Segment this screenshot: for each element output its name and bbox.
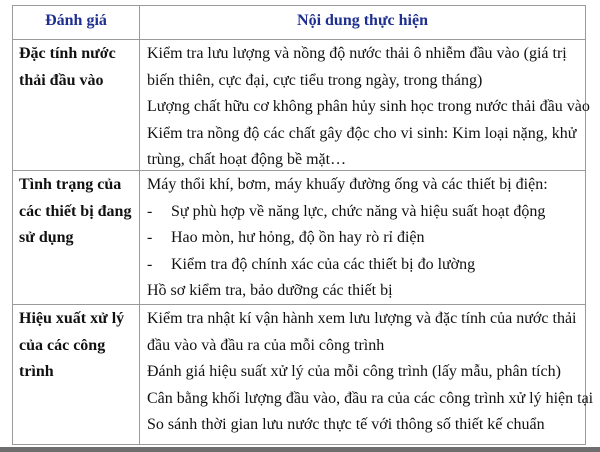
content-line — [147, 412, 581, 439]
row-divider — [13, 39, 585, 40]
row-label-line: thải đầu vào — [19, 71, 104, 89]
content-text: Đánh giá hiệu suất xử lý của mỗi công trình (lấy mẫu, phân tích) — [147, 363, 561, 380]
content-text: Sự phù hợp về năng lực, chức năng và hiệu suất hoạt động — [171, 202, 546, 220]
content-text: Máy thổi khí, bơm, máy khuấy đường ống và các thiết bị điện: — [147, 176, 548, 193]
column-divider — [139, 6, 140, 444]
content-text: biến thiên, cực đại, cực tiểu trong ngày, trong tháng) — [147, 71, 483, 89]
row-content — [147, 41, 590, 174]
bullet-item — [147, 225, 581, 252]
content-line — [147, 147, 581, 174]
row-content — [147, 306, 594, 439]
content-line — [147, 41, 581, 68]
content-text: Kiểm tra độ chính xác của các thiết bị đo lường — [171, 255, 476, 273]
content-text: đầu vào và đầu ra của mỗi công trình — [147, 336, 385, 354]
bullet-dash: - — [147, 202, 153, 220]
content-line — [147, 94, 590, 121]
row-label — [19, 306, 137, 386]
row-label-line: của các công — [19, 336, 106, 354]
bullet-dash: - — [147, 229, 153, 246]
bullet-item — [147, 252, 581, 279]
content-text: Hồ sơ kiểm tra, bảo dưỡng các thiết bị — [147, 282, 393, 299]
bullet-dash: - — [147, 255, 153, 273]
row-label-line: Tình trạng của — [19, 176, 122, 193]
content-line — [147, 172, 581, 199]
content-text: Kiểm tra nhật kí vận hành xem lưu lượng và đặc tính của nước thải — [147, 310, 577, 327]
row-label-line: Đặc tính nước — [19, 45, 116, 62]
row-content — [147, 172, 581, 305]
content-line — [147, 359, 581, 386]
content-text: trùng, chất hoạt động bề mặt… — [147, 151, 347, 168]
row-label-line: trình — [19, 363, 54, 380]
header-content: Nội dung thực hiện — [297, 12, 428, 29]
row-label-line: sử dụng — [19, 229, 74, 246]
content-line — [147, 68, 581, 95]
bullet-item — [147, 199, 581, 226]
header-evaluation: Đánh giá — [45, 12, 107, 29]
content-line — [147, 306, 581, 333]
content-text: Hao mòn, hư hỏng, độ ồn hay rò rỉ điện — [171, 229, 425, 246]
content-text: So sánh thời gian lưu nước thực tế với thông số thiết kế chuẩn — [147, 416, 545, 433]
row-label — [19, 172, 137, 252]
content-line — [147, 333, 581, 360]
row-label-line: Hiệu xuất xử lý — [19, 310, 125, 327]
evaluation-table — [12, 5, 594, 445]
content-line — [147, 386, 594, 413]
content-line — [147, 121, 581, 148]
row-label — [19, 41, 137, 94]
content-text: Kiểm tra lưu lượng và nồng độ nước thải ô nhiễm đầu vào (giá trị — [147, 45, 567, 62]
content-text: Cân bằng khối lượng đầu vào, đầu ra của các công trình xử lý hiện tại — [147, 389, 594, 407]
row-label-line: các thiết bị đang — [19, 202, 132, 220]
content-line — [147, 278, 581, 305]
content-text: Kiểm tra nồng độ các chất gây độc cho vi sinh: Kim loại nặng, khử — [147, 124, 577, 142]
bottom-bar — [0, 447, 600, 452]
content-text: Lượng chất hữu cơ không phân hủy sinh học trong nước thải đầu vào — [147, 98, 590, 115]
